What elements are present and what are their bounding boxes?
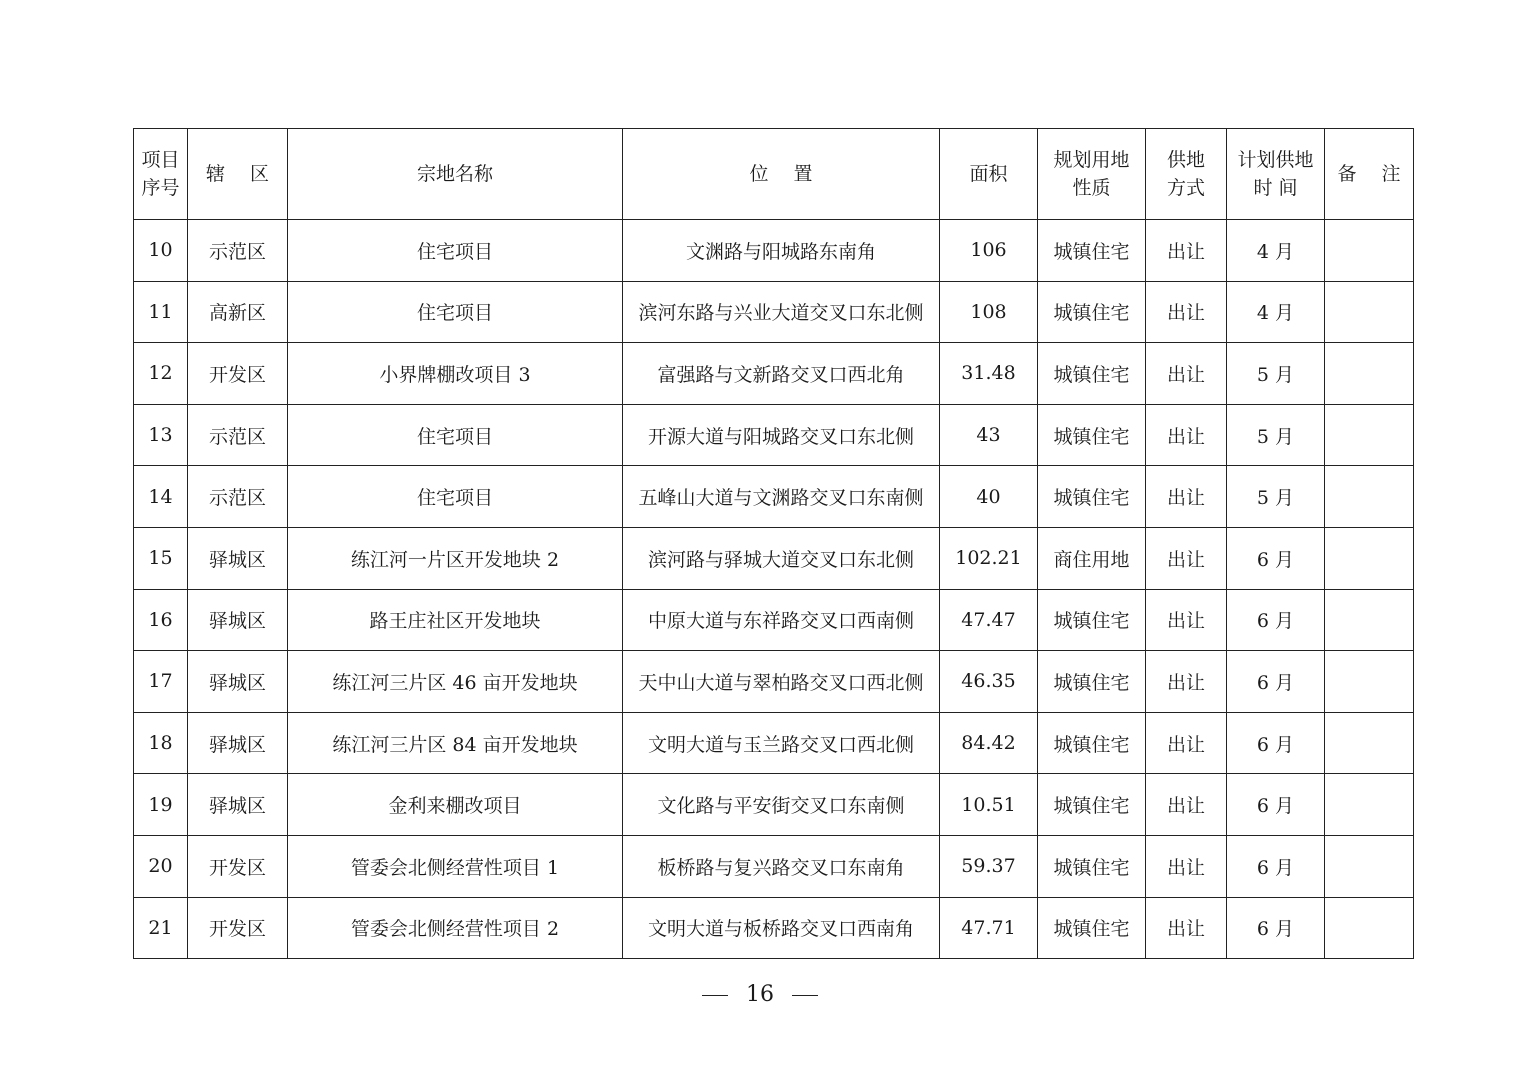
cell-planned-time: 6 月 — [1227, 835, 1325, 897]
cell-planned-time: 5 月 — [1227, 466, 1325, 528]
table-row — [134, 404, 1414, 466]
cell-index: 17 — [134, 651, 188, 713]
table-row — [134, 835, 1414, 897]
cell-remarks — [1325, 466, 1414, 528]
cell-parcel-name: 练江河三片区 84 亩开发地块 — [288, 712, 623, 774]
cell-supply-method: 出让 — [1146, 712, 1227, 774]
cell-land-use: 城镇住宅 — [1038, 404, 1146, 466]
header-text-line: 规划用地 — [1053, 149, 1130, 171]
cell-index: 16 — [134, 589, 188, 651]
cell-index: 13 — [134, 404, 188, 466]
cell-index: 20 — [134, 835, 188, 897]
cell-land-use: 城镇住宅 — [1038, 712, 1146, 774]
cell-district: 示范区 — [188, 466, 288, 528]
cell-district: 高新区 — [188, 281, 288, 343]
cell-land-use: 城镇住宅 — [1038, 774, 1146, 836]
header-text-line: 计划供地 — [1237, 149, 1314, 171]
land-supply-table — [133, 128, 1414, 959]
cell-district: 开发区 — [188, 343, 288, 405]
cell-supply-method: 出让 — [1146, 897, 1227, 959]
cell-district: 驿城区 — [188, 527, 288, 589]
cell-land-use: 城镇住宅 — [1038, 220, 1146, 282]
cell-area: 46.35 — [940, 651, 1038, 713]
cell-parcel-name: 住宅项目 — [288, 220, 623, 282]
cell-index: 10 — [134, 220, 188, 282]
cell-land-use: 城镇住宅 — [1038, 651, 1146, 713]
cell-index: 11 — [134, 281, 188, 343]
cell-supply-method: 出让 — [1146, 589, 1227, 651]
cell-remarks — [1325, 835, 1414, 897]
cell-district: 驿城区 — [188, 651, 288, 713]
cell-land-use: 城镇住宅 — [1038, 466, 1146, 528]
cell-supply-method: 出让 — [1146, 281, 1227, 343]
cell-index: 15 — [134, 527, 188, 589]
cell-district: 驿城区 — [188, 774, 288, 836]
cell-location: 五峰山大道与文渊路交叉口东南侧 — [623, 466, 940, 528]
cell-remarks — [1325, 897, 1414, 959]
table-row — [134, 281, 1414, 343]
cell-planned-time: 6 月 — [1227, 527, 1325, 589]
cell-remarks — [1325, 343, 1414, 405]
cell-district: 驿城区 — [188, 712, 288, 774]
header-text-line: 方式 — [1166, 177, 1205, 199]
table-body — [134, 220, 1414, 959]
table-row — [134, 651, 1414, 713]
cell-index: 19 — [134, 774, 188, 836]
header-text-line: 面积 — [969, 163, 1008, 185]
cell-area: 106 — [940, 220, 1038, 282]
cell-parcel-name: 管委会北侧经营性项目 2 — [288, 897, 623, 959]
table-row — [134, 774, 1414, 836]
header-remarks — [1325, 129, 1414, 220]
cell-remarks — [1325, 220, 1414, 282]
cell-land-use: 城镇住宅 — [1038, 835, 1146, 897]
cell-district: 驿城区 — [188, 589, 288, 651]
header-planned-time — [1227, 129, 1325, 220]
table-row — [134, 220, 1414, 282]
cell-parcel-name: 路王庄社区开发地块 — [288, 589, 623, 651]
cell-remarks — [1325, 527, 1414, 589]
cell-planned-time: 5 月 — [1227, 343, 1325, 405]
cell-land-use: 城镇住宅 — [1038, 281, 1146, 343]
cell-planned-time: 4 月 — [1227, 220, 1325, 282]
cell-location: 文明大道与板桥路交叉口西南角 — [623, 897, 940, 959]
table-header — [134, 129, 1414, 220]
cell-supply-method: 出让 — [1146, 835, 1227, 897]
header-text-line: 供地 — [1166, 149, 1205, 171]
cell-area: 43 — [940, 404, 1038, 466]
cell-supply-method: 出让 — [1146, 220, 1227, 282]
table-row — [134, 589, 1414, 651]
table-row — [134, 466, 1414, 528]
header-area — [940, 129, 1038, 220]
footer-dash-left — [702, 995, 728, 996]
page-number: 16 — [746, 982, 774, 1007]
cell-planned-time: 6 月 — [1227, 712, 1325, 774]
cell-location: 滨河路与驿城大道交叉口东北侧 — [623, 527, 940, 589]
cell-planned-time: 6 月 — [1227, 774, 1325, 836]
cell-supply-method: 出让 — [1146, 651, 1227, 713]
cell-remarks — [1325, 589, 1414, 651]
cell-land-use: 城镇住宅 — [1038, 343, 1146, 405]
cell-supply-method: 出让 — [1146, 774, 1227, 836]
cell-parcel-name: 小界牌棚改项目 3 — [288, 343, 623, 405]
cell-location: 滨河东路与兴业大道交叉口东北侧 — [623, 281, 940, 343]
cell-parcel-name: 练江河一片区开发地块 2 — [288, 527, 623, 589]
header-index — [134, 129, 188, 220]
cell-parcel-name: 管委会北侧经营性项目 1 — [288, 835, 623, 897]
cell-supply-method: 出让 — [1146, 466, 1227, 528]
cell-remarks — [1325, 281, 1414, 343]
cell-parcel-name: 练江河三片区 46 亩开发地块 — [288, 651, 623, 713]
cell-area: 10.51 — [940, 774, 1038, 836]
cell-planned-time: 6 月 — [1227, 589, 1325, 651]
cell-location: 文明大道与玉兰路交叉口西北侧 — [623, 712, 940, 774]
cell-planned-time: 4 月 — [1227, 281, 1325, 343]
cell-index: 12 — [134, 343, 188, 405]
cell-supply-method: 出让 — [1146, 404, 1227, 466]
cell-area: 40 — [940, 466, 1038, 528]
cell-location: 文渊路与阳城路东南角 — [623, 220, 940, 282]
header-district — [188, 129, 288, 220]
cell-location: 富强路与文新路交叉口西北角 — [623, 343, 940, 405]
cell-district: 示范区 — [188, 404, 288, 466]
header-supply-method — [1146, 129, 1227, 220]
cell-parcel-name: 住宅项目 — [288, 466, 623, 528]
cell-index: 21 — [134, 897, 188, 959]
cell-remarks — [1325, 712, 1414, 774]
cell-area: 47.47 — [940, 589, 1038, 651]
cell-supply-method: 出让 — [1146, 527, 1227, 589]
cell-planned-time: 5 月 — [1227, 404, 1325, 466]
cell-location: 板桥路与复兴路交叉口东南角 — [623, 835, 940, 897]
cell-location: 开源大道与阳城路交叉口东北侧 — [623, 404, 940, 466]
header-row — [134, 129, 1414, 220]
header-land-use — [1038, 129, 1146, 220]
cell-location: 文化路与平安街交叉口东南侧 — [623, 774, 940, 836]
cell-planned-time: 6 月 — [1227, 651, 1325, 713]
header-text-line: 时 间 — [1253, 177, 1298, 199]
header-text-line: 序号 — [141, 177, 180, 199]
cell-remarks — [1325, 404, 1414, 466]
cell-district: 开发区 — [188, 897, 288, 959]
cell-area: 108 — [940, 281, 1038, 343]
page-footer — [0, 982, 1520, 1007]
cell-location: 天中山大道与翠柏路交叉口西北侧 — [623, 651, 940, 713]
cell-district: 开发区 — [188, 835, 288, 897]
header-text-line: 性质 — [1072, 177, 1111, 199]
cell-district: 示范区 — [188, 220, 288, 282]
header-parcel-name — [288, 129, 623, 220]
cell-parcel-name: 住宅项目 — [288, 281, 623, 343]
cell-parcel-name: 金利来棚改项目 — [288, 774, 623, 836]
header-text-line: 位 置 — [749, 163, 823, 185]
cell-area: 84.42 — [940, 712, 1038, 774]
land-supply-plan-sheet — [133, 128, 1413, 959]
header-text-line: 宗地名称 — [416, 163, 493, 185]
table-row — [134, 897, 1414, 959]
cell-land-use: 城镇住宅 — [1038, 897, 1146, 959]
cell-index: 14 — [134, 466, 188, 528]
cell-location: 中原大道与东祥路交叉口西南侧 — [623, 589, 940, 651]
cell-supply-method: 出让 — [1146, 343, 1227, 405]
footer-dash-right — [792, 995, 818, 996]
cell-area: 59.37 — [940, 835, 1038, 897]
table-row — [134, 527, 1414, 589]
cell-remarks — [1325, 651, 1414, 713]
table-row — [134, 343, 1414, 405]
cell-index: 18 — [134, 712, 188, 774]
cell-parcel-name: 住宅项目 — [288, 404, 623, 466]
header-text-line: 备 注 — [1337, 163, 1411, 185]
header-text-line: 项目 — [141, 149, 180, 171]
header-text-line: 辖 区 — [205, 163, 279, 185]
cell-land-use: 商住用地 — [1038, 527, 1146, 589]
cell-planned-time: 6 月 — [1227, 897, 1325, 959]
cell-area: 31.48 — [940, 343, 1038, 405]
cell-area: 47.71 — [940, 897, 1038, 959]
cell-area: 102.21 — [940, 527, 1038, 589]
header-location — [623, 129, 940, 220]
table-row — [134, 712, 1414, 774]
cell-remarks — [1325, 774, 1414, 836]
cell-land-use: 城镇住宅 — [1038, 589, 1146, 651]
